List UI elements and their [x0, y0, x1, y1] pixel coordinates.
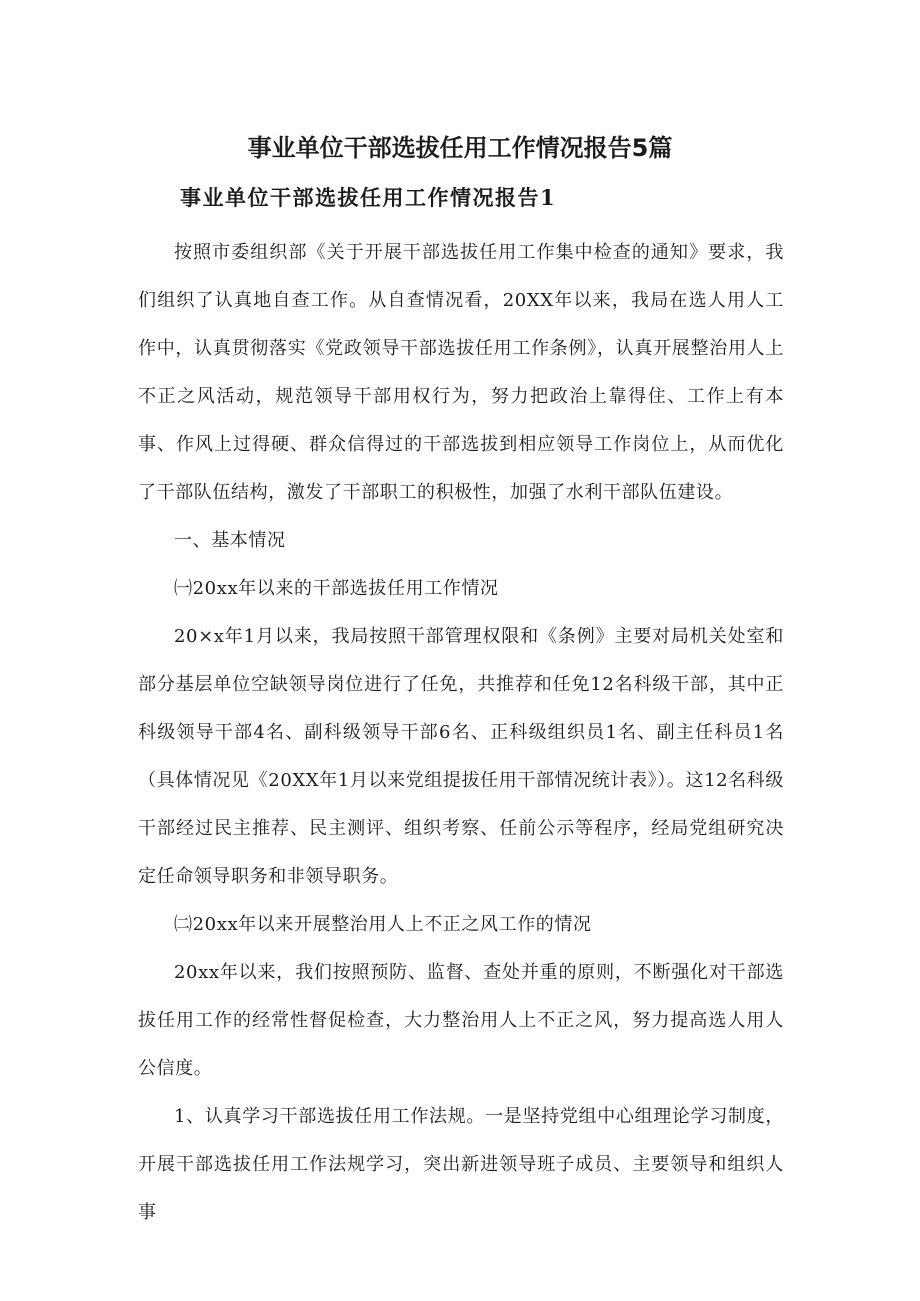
- subsection-heading-2: ㈡20xx年以来开展整治用人上不正之风工作的情况: [174, 914, 592, 935]
- paragraph-rectification: 20xx年以来，我们按照预防、监督、查处并重的原则，不断强化对干部选拔任用工作的经常性督促检查，大力整治用人上不正之风，努力提高选人用人公信度。: [138, 962, 784, 1079]
- paragraph-study: 1、认真学习干部选拔任用工作法规。一是坚持党组中心组理论学习制度，开展干部选拔任用工作法规学习，突出新进领导班子成员、主要领导和组织人事: [138, 1106, 784, 1223]
- paragraph-appointments: 20×x年1月以来，我局按照干部管理权限和《条例》主要对局机关处室和部分基层单位空缺领导岗位进行了任免，共推荐和任免12名科级干部，其中正科级领导干部4名、副科级领导干部6名、正科级组织员1名、副主任科员1名（具体情况见《20XX年1月以来党组提拔任用干部情况统计表》）。这12名科级干部经过民主推荐、民主测评、组织考察、任前公示等程序，经局党组研究决定任命领导职务和非领导职务。: [138, 626, 784, 887]
- section-heading-basic: 一、基本情况: [174, 530, 286, 551]
- document-subtitle: 事业单位干部选拔任用工作情况报告1: [180, 185, 557, 210]
- document-title: 事业单位干部选拔任用工作情况报告5篇: [247, 134, 673, 162]
- subsection-heading-1: ㈠20xx年以来的干部选拔任用工作情况: [174, 578, 499, 599]
- paragraph-intro: 按照市委组织部《关于开展干部选拔任用工作集中检查的通知》要求，我们组织了认真地自查工作。从自查情况看，20XX年以来，我局在选人用人工作中，认真贯彻落实《党政领导干部选拔任用工作条例》，认真开展整治用人上不正之风活动，规范领导干部用权行为，努力把政治上靠得住、工作上有本事、作风上过得硬、群众信得过的干部选拔到相应领导工作岗位上，从而优化了干部队伍结构，激发了干部职工的积极性，加强了水利干部队伍建设。: [138, 242, 784, 503]
- document-body: [138, 229, 784, 1237]
